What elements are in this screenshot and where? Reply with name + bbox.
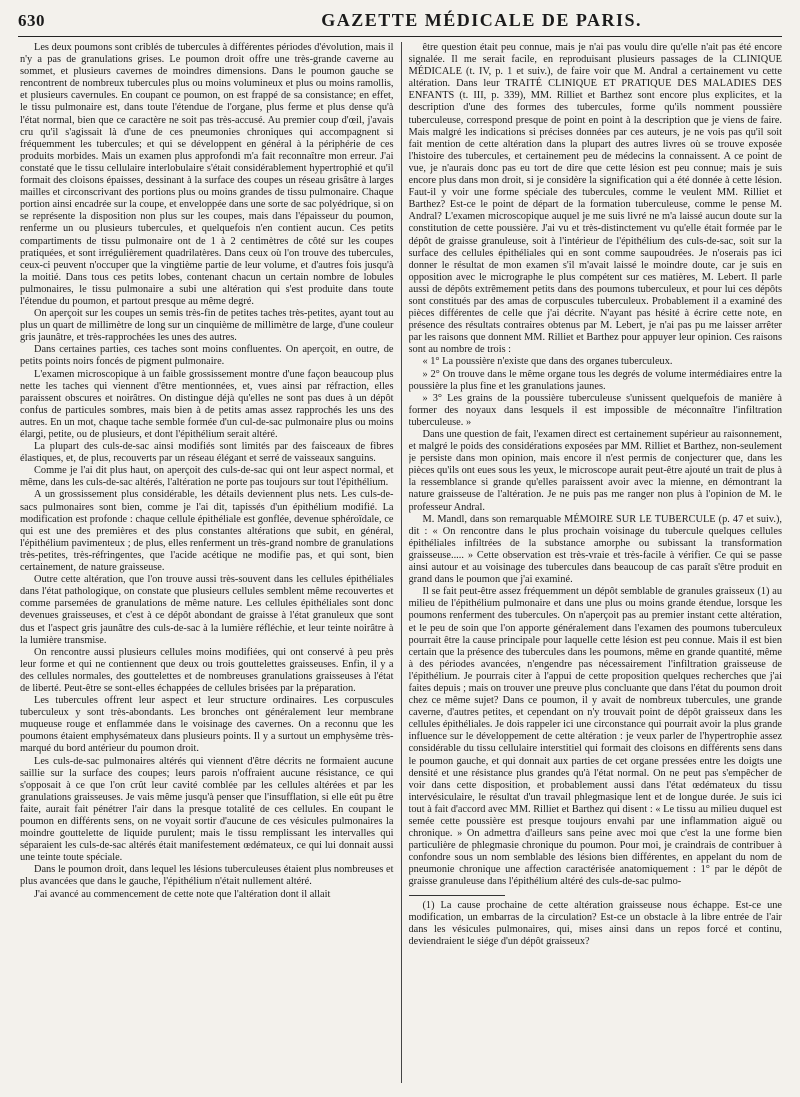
paragraph: M. Mandl, dans son remarquable MÉMOIRE SUR LE TUBERCULE (p. 47 et suiv.), dit : « On rencontre dans le plus prochain voisinage du tubercule quelques cellules épithéliales infiltrées de la substance amorphe ou subissant la transformation graisseuse..... » Cette observation est très-vraie et très-facile à vérifier. Ce qui se passe ainsi autour et au voisinage des tubercules dans beaucoup de cas paraît s'être produit en grand dans le poumon que j'ai examiné. bbox=[408, 513, 782, 586]
paragraph: J'ai avancé au commencement de cette note que l'altération dont il allait bbox=[34, 888, 331, 900]
paragraph: Dans certaines parties, ces taches sont moins confluentes. On aperçoit, en outre, de petits points noirs foncés de pigment pulmonaire. bbox=[20, 344, 394, 368]
quote-line: » 3° Les grains de la poussière tuberculeuse s'unissent quelquefois de manière à former des noyaux dans lesquels il est impossible de méconnaître l'infiltration tuberculeuse. » bbox=[408, 392, 782, 428]
journal-title: GAZETTE MÉDICALE DE PARIS. bbox=[321, 10, 642, 30]
footnote: (1) La cause prochaine de cette altération graisseuse nous échappe. Est-ce une modification, un embarras de la circulation? Est-ce un obstacle à la libre entrée de l'air dans les vésicules pulmonaires, qui, mises ainsi dans un repos forcé et continu, deviendraient le siége d'un dépôt graisseux? bbox=[408, 899, 782, 947]
paragraph: Les deux poumons sont criblés de tubercules à différentes périodes d'évolution, mais il n'y a pas de granulations grises. Le poumon droit offre une très-grande caverne au sommet, et plusieurs cavernes de moindres dimensions. Dans le poumon gauche se rencontrent de nombreux tubercules plus ou moins volumineux et plus ou moins ramollis, et plusieurs cavernules. En coupant ce poumon, on est frappé de sa consistance; en effet, le tissu pulmonaire est, dans toute l'étendue de l'organe, plus ferme et plus dense qu'à l'état normal, bien que ce caractère ne soit pas très-accusé. Au premier coup d'œil, j'avais cru qu'il s'agissait là d'une de ces pneumonies chroniques qui accompagnent si fréquemment les tubercules; et qui se développent en général à la périphérie de ces produits morbides. Mais un examen plus approfondi m'a fait reconnaître mon erreur. J'ai constaté que le tissu cellulaire interlobulaire s'était considérablement hypertrophié et qu'il formait des cloisons épaisses, dessinant à la surface des coupes un réseau grisâtre à larges mailles et circonscrivant des portions plus ou moins grandes de tissu pulmonaire. Chaque portion ainsi encadrée sur la coupe, et enveloppée dans une sorte de sac polyédrique, si on se représente la disposition non plus sur les coupes, mais dans l'épaisseur du poumon, renferme un ou plusieurs tubercules, et quelquefois n'en contient aucun. Ces petits compartiments de tissu pulmonaire ont de 1 à 2 centimètres de côté sur les coupes pratiquées, et sont irrégulièrement quadrilatères. Dans ceux où l'on trouve des tubercules, ceux-ci peuvent n'occuper que la vingtième partie de leur volume, et d'autres fois jusqu'à la moitié. Dans tous ces petits lobes, contenant chacun un certain nombre de lobules pulmonaires, le tissu pulmonaire a subi une altération qui s'est produite dans toute l'étendue du poumon, et partout presque au même degré. bbox=[20, 42, 394, 307]
paragraph: Les culs-de-sac pulmonaires altérés qui viennent d'être décrits ne formaient aucune saillie sur la surface des coupes; leurs parois n'offraient aucune résistance, ce qui s'opposait à ce que l'on crût leur cavité comblée par les cellules altérées et par les granulations graisseuses. Je vais même jusqu'à penser que l'insufflation, si elle eût pu être faite, aurait fait pénétrer l'air dans la presque totalité de ces cellules. En coupant le poumon en différents sens, on ne voyait sortir d'aucune de ces vésicules pulmonaires la moindre gouttelette de liquide purulent; mais le tissu remplissant les intervalles qui séparaient les culs-de-sac altérés était manifestement œdémateux, ce qui lui donnait aussi une teinte toute spéciale. bbox=[20, 755, 394, 864]
footnote-rule bbox=[409, 895, 505, 896]
paragraph: Dans une question de fait, l'examen direct est certainement supérieur au raisonnement, et malgré le poids des considérations exposées par MM. Rilliet et Barthez, non-seulement je persiste dans mon opinion, mais encore il n'est permis de conjecturer que, dans les pièces qu'ils ont eues sous les yeux, le microscope aurait peut-être ajouté un trait de plus à la ressemblance si grande qu'elles paraissent avoir avec la mienne, en démontrant la nature graisseuse de l'altération. Je ne puis pas me ranger non plus à l'opinion de M. le professeur Andral. bbox=[408, 429, 782, 513]
header-rule bbox=[18, 36, 782, 37]
paragraph: Les tubercules offrent leur aspect et leur structure ordinaires. Les corpuscules tuberculeux y sont très-abondants. Les bronches ont généralement leur membrane muqueuse rouge et enflammée dans le voisinage des cavernes. On a reconnu que les poumons étaient emphysémateux dans plusieurs points. Il y a surtout un emphysème très-marqué du bord antérieur du poumon droit. bbox=[20, 695, 394, 755]
column-divider bbox=[401, 42, 402, 1083]
paragraph: être question était peu connue, mais je n'ai pas voulu dire qu'elle n'ait pas été encore signalée. Il me serait facile, en reproduisant plusieurs passages de la CLINIQUE MÉDICALE (t. IV, p. 1 et suiv.), de faire voir que M. Andral a certainement vu cette altération. Dans leur TRAITÉ CLINIQUE ET PRATIQUE DES MALADIES DES ENFANTS (t. III, p. 339), MM. Rilliet et Barthez sont encore plus explicites, et la description d'une des formes des tubercules, forme qu'ils nomment poussière tuberculeuse, correspond presque de point en point à la description que je viens de faire. Mais malgré les indications si précises données par ces auteurs, je ne vois pas qu'il soit fait mention de cette altération dans la plupart des autres livres où se trouve exposée l'histoire des tubercules, et certainement peu de médecins la connaissent. A ce point de vue, je n'aurais donc pas eu tort de dire que cette lésion est peu connue; mais je suis encore plus dans mon droit, si je considère la signification qui a été donnée à cette lésion. Faut-il y voir une forme spéciale des tubercules, comme le veulent MM. Rilliet et Barthez? Est-ce le point de départ de la formation tuberculeuse, comme le pense M. Andral? L'examen microscopique auquel je me suis livré ne m'a laissé aucun doute sur la constitution de cette poussière. J'ai vu et très-distinctement vu qu'elle était formée par le dépôt de graisse granuleuse, soit à l'intérieur de l'épithélium des culs-de-sac, soit sur la surface des cellules épithéliales qui en sont comme saupoudrées. Je n'oserais pas ici donner le résultat de mon examen s'il m'avait laissé le moindre doute, car je suis en opposition avec le micrographe le plus compétent sur ces matières, M. Lebert. Il parle aussi de dépôts extrêmement petits dans des poumons tuberculeux, et pour lui ces dépôts sont constitués par des amas de corpuscules tuberculeux. Probablement il a examiné des pièces différentes de celle que j'ai décrite. N'ayant pas hésité à écrire cette note, en présence des résultats contraires obtenus par M. Lebert, je n'ai pas pu me laisser arrêter par les raisons que donnent MM. Rilliet et Barthez pour appuyer leur opinion. Ces raisons sont au nombre de trois : bbox=[408, 42, 782, 356]
quote-line: » 2° On trouve dans le même organe tous les degrés de volume intermédiaires entre la poussière la plus fine et les granulations jaunes. bbox=[408, 368, 782, 392]
page-header bbox=[18, 10, 782, 34]
article-columns bbox=[20, 42, 782, 1083]
paragraph: Dans le poumon droit, dans lequel les lésions tuberculeuses étaient plus nombreuses et plus avancées que dans le gauche, l'épithélium n'était nullement altéré. bbox=[20, 864, 394, 888]
paragraph: A un grossissement plus considérable, les détails deviennent plus nets. Les culs-de-sacs pulmonaires sont bien, comme je l'ai dit, tapissés d'un épithélium modifié. La modification est profonde : chaque cellule épithéliale est gonflée, devenue sphéroïdale, ce qui est une des premières et des plus constantes altérations que subit, en général, l'épithélium pavimenteux ; de plus, elles renferment un très-grand nombre de granulations très-petites, très-réfringentes, que l'acide acétique ne modifie pas, et qui sont, bien certainement, de nature graisseuse. bbox=[20, 489, 394, 574]
paragraph: Comme je l'ai dit plus haut, on aperçoit des culs-de-sac qui ont leur aspect normal, et même, dans les culs-de-sac altérés, l'altération ne porte pas toujours sur tout l'épithélium. bbox=[20, 465, 394, 489]
page-number: 630 bbox=[18, 11, 45, 30]
right-column bbox=[409, 42, 783, 1083]
paragraph: On rencontre aussi plusieurs cellules moins modifiées, qui ont conservé à peu près leur forme et qui ne contiennent que deux ou trois gouttelettes graisseuses. Enfin, il y a des cellules normales, des gouttelettes et de nombreuses granulations graisseuses à l'état de liberté. Peut-être se sont-elles échappées de cellules brisées par la préparation. bbox=[20, 646, 394, 694]
paragraph: Il se fait peut-être assez fréquemment un dépôt semblable de granules graisseux (1) au milieu de l'épithélium pulmonaire et dans une plus ou moins grande étendue, lorsque les poumons renferment des tubercules. On n'aperçoit pas au premier instant cette altération, et le peu de soin que l'on apporte généralement dans l'examen des poumons tuberculeux pourrait être la cause principale pour laquelle cette lésion est peu connue. Mais il est bien certain que la présence des tubercules dans les poumons, même en grande quantité, même à des périodes avancées, n'engendre pas nécessairement l'infiltration graisseuse de l'épithélium. Je pourrais citer à l'appui de cette proposition quelques recherches que j'ai faites depuis ; mais on trouver une preuve plus concluante que dans l'état du poumon droit chez ce même sujet? Dans ce poumon, il y avait de nombreux tubercules, une grande caverne, d'autres petites, et cependant on n'y trouvait point de dépôt graisseux dans les cellules épithéliales. Je dois rappeler ici une circonstance qui pourrait avoir la plus grande influence sur le développement de cette altération : je veux parler de l'hypertrophie assez considérable du tissu cellulaire interstitiel qui formait des cloisons en différents sens dans le poumon gauche, et qui donnait aux parties de cet organe pressées entre les doigts une densité et une résistance plus grandes qu'à l'état normal. On ne peut pas s'empêcher de voir dans cette disposition, et probablement aussi dans l'état œdémateux du tissu intervésiculaire, le résultat d'un travail phlegmasique lent et de longue durée. Je suis ici tout à fait d'accord avec MM. Rilliet et Barthez qui disent : « Le tissu au milieu duquel est semée cette poussière est presque toujours envahi par une inflammation aiguë ou chronique. » On admettra d'ailleurs sans peine avec moi que c'est la une forme bien particulière de phlegmasie chronique du poumon. Pour moi, je craindrais de contribuer à confondre sous un nom semblable des lésions bien différentes, en appelant du nom de pneumonie chronique une affection caractérisée anatomiquement : 1° par le dépôt de graisse granuleuse dans l'épithélium altéré des culs-de-sac pulmo- bbox=[408, 586, 782, 888]
paragraph: La plupart des culs-de-sac ainsi modifiés sont limités par des faisceaux de fibres élastiques, et, de plus, recouverts par un réseau élégant et serré de vaisseaux sanguins. bbox=[20, 441, 394, 465]
paragraph: Outre cette altération, que l'on trouve aussi très-souvent dans les cellules épithéliales dans l'état pathologique, on constate que plusieurs cellules semblent même recouvertes et comme parsemées de granulations de même nature. Les cellules épithéliales sont donc devenues graisseuses, et c'est à ce dépôt abondant de graisse à l'état granuleux que sont dus et l'aspect gris jaunâtre des culs-de-sac à la lumière réfléchie, et leur teinte noirâtre à la lumière transmise. bbox=[20, 574, 394, 646]
paragraph: On aperçoit sur les coupes un semis très-fin de petites taches très-petites, ayant tout au plus un quart de millimètre de long sur un cinquième de millimètre de large, d'une couleur gris jaunâtre, et très-rapprochées les unes des autres. bbox=[20, 308, 394, 344]
left-column bbox=[20, 42, 394, 1083]
paragraph: L'examen microscopique à un faible grossissement montre d'une façon beaucoup plus nette les taches qui viennent d'être mentionnées, et, vues ainsi par réfraction, elles paraissent obscures et noirâtres. On distingue déjà qu'elles ne sont pas dues à un dépôt confus de particules sombres, mais bien à de petits amas assez rapprochés les uns des autres. En un mot, chaque tache semble formée d'un cul-de-sac pulmonaire plus ou moins élargi, petite, ou de plusieurs, et dont l'épithélium serait altéré. bbox=[20, 368, 394, 440]
quote-line: « 1° La poussière n'existe que dans des organes tuberculeux. bbox=[422, 356, 673, 368]
